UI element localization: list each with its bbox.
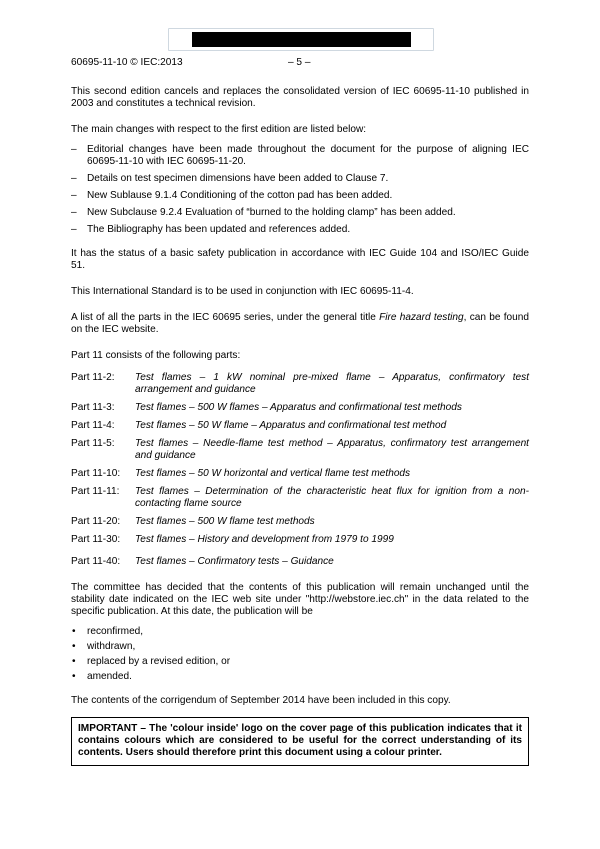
list-item: • reconfirmed,	[71, 626, 529, 638]
list-item: – New Sublause 9.1.4 Conditioning of the cotton pad has been added.	[71, 190, 529, 202]
corrigendum-paragraph: The contents of the corrigendum of September 2014 have been included in this copy.	[71, 695, 451, 706]
part-title: Test flames – History and development from 1979 to 1999	[135, 534, 394, 545]
series-title: Fire hazard testing	[379, 312, 464, 323]
committee-paragraph: The committee has decided that the contents of this publication will remain unchanged until the stability date indicated on the IEC web site under "http://webstore.iec.ch" in the data related to the specific publication. At this date, the publication will be	[71, 582, 529, 617]
list-item: • replaced by a revised edition, or	[71, 656, 529, 668]
list-item: • withdrawn,	[71, 641, 529, 653]
intro-paragraph: This second edition cancels and replaces the consolidated version of IEC 60695-11-10 published in 2003 and constitutes a technical revision.	[71, 86, 529, 109]
series-paragraph	[71, 312, 529, 336]
important-notice: IMPORTANT – The 'colour inside' logo on the cover page of this publication indicates that it contains colours which are considered to be useful for the correct understanding of its contents. Users should therefore print this document using a colour printer.	[71, 717, 529, 766]
series-text-before: A list of all the parts in the IEC 60695 series, under the general title	[71, 312, 380, 323]
part-title: Test flames – Determination of the characteristic heat flux for ignition from a non-contacting flame source	[135, 486, 529, 509]
part-row	[71, 556, 529, 568]
part-label: Part 11-30:	[71, 534, 121, 545]
part-label: Part 11-5:	[71, 438, 115, 449]
part-row	[71, 486, 529, 510]
part-label: Part 11-40:	[71, 556, 121, 567]
page-body	[71, 86, 529, 766]
list-item: – Editorial changes have been made throughout the document for the purpose of aligning IEC 60695-11-10 with IEC 60695-11-20.	[71, 144, 529, 168]
part-row	[71, 438, 529, 462]
outcomes-list	[71, 626, 529, 683]
part-row	[71, 420, 529, 432]
list-item: • amended.	[71, 671, 529, 683]
list-item: – Details on test specimen dimensions have been added to Clause 7.	[71, 173, 529, 185]
document-id: 60695-11-10 © IEC:2013	[71, 57, 183, 68]
part-label: Part 11-2:	[71, 372, 115, 383]
series-text-after: , can be found on the IEC website.	[71, 312, 529, 335]
redacted-header-box	[168, 28, 434, 51]
part-row	[71, 372, 529, 396]
part-row	[71, 402, 529, 414]
part-label: Part 11-4:	[71, 420, 115, 431]
part-label: Part 11-20:	[71, 516, 121, 527]
part-title: Test flames – 50 W horizontal and vertical flame test methods	[135, 468, 411, 479]
part-row	[71, 534, 529, 546]
list-item: – New Subclause 9.2.4 Evaluation of “burned to the holding clamp” has been added.	[71, 207, 529, 219]
part-title: Test flames – Needle-flame test method – Apparatus, confirmatory test arrangement and guidance	[135, 438, 529, 461]
part-title: Test flames – 500 W flame test methods	[135, 516, 315, 527]
parts-list	[71, 372, 529, 568]
changes-list	[71, 144, 529, 236]
list-item: – The Bibliography has been updated and references added.	[71, 224, 529, 236]
redaction-bar	[192, 32, 411, 47]
conjunction-paragraph: This International Standard is to be used in conjunction with IEC 60695-11-4.	[71, 286, 414, 297]
page-number: – 5 –	[288, 57, 311, 68]
status-paragraph: It has the status of a basic safety publication in accordance with IEC Guide 104 and ISO/IEC Guide 51.	[71, 248, 529, 271]
part-title: Test flames – Confirmatory tests – Guidance	[135, 556, 334, 567]
part-label: Part 11-10:	[71, 468, 121, 479]
part-label: Part 11-11:	[71, 486, 120, 497]
part-row	[71, 468, 529, 480]
changes-intro: The main changes with respect to the first edition are listed below:	[71, 124, 367, 135]
parts-intro: Part 11 consists of the following parts:	[71, 350, 241, 361]
part-title: Test flames – 1 kW nominal pre-mixed flame – Apparatus, confirmatory test arrangement and guidance	[135, 372, 529, 395]
part-title: Test flames – 50 W flame – Apparatus and confirmational test method	[135, 420, 447, 431]
part-label: Part 11-3:	[71, 402, 115, 413]
part-row	[71, 516, 529, 528]
part-title: Test flames – 500 W flames – Apparatus and confirmational test methods	[135, 402, 462, 413]
